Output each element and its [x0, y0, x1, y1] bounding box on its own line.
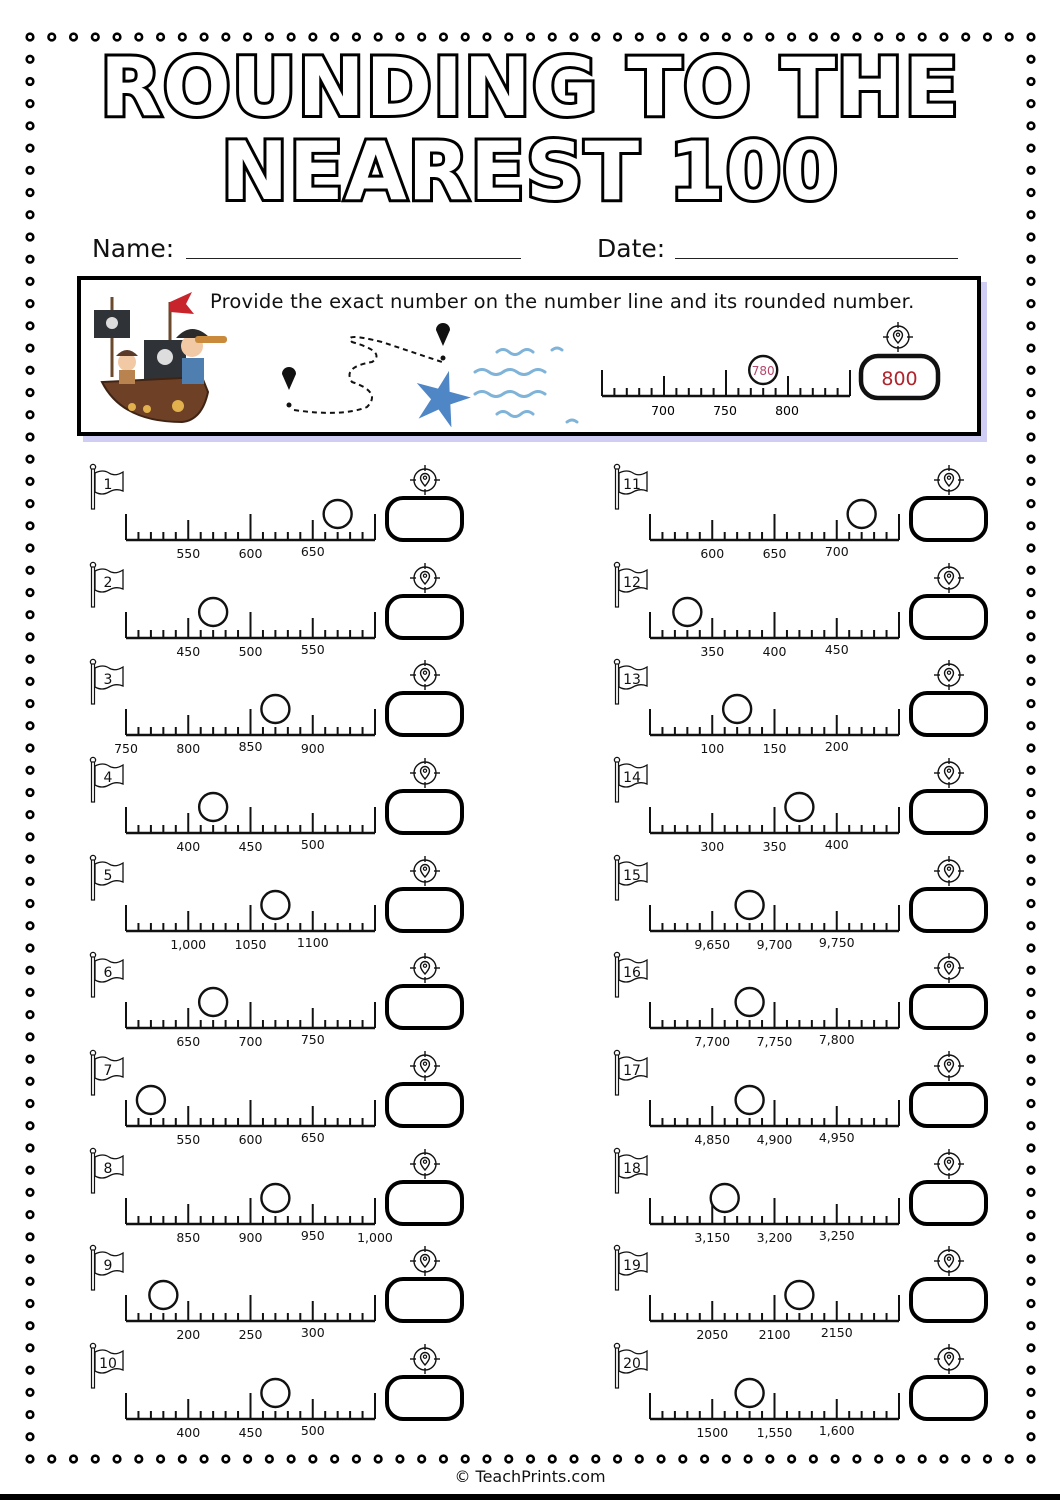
problem-4 — [85, 755, 485, 854]
flag-icon — [90, 464, 123, 509]
problem-number: 7 — [103, 1063, 113, 1079]
tick-label: 9,750 — [818, 935, 855, 950]
answer-circle[interactable] — [149, 1281, 177, 1309]
problem-number: 2 — [103, 575, 113, 591]
target-pin-icon — [410, 1344, 440, 1374]
problem-number: 9 — [103, 1258, 113, 1274]
problem-number: 10 — [99, 1356, 117, 1372]
tick-label: 400 — [762, 644, 787, 659]
tick-label: 4,950 — [818, 1130, 855, 1145]
tick-label: 400 — [176, 839, 201, 854]
problem-number: 13 — [623, 672, 641, 688]
problem-number: 1 — [103, 477, 113, 493]
flag-icon — [614, 659, 647, 704]
tick-label: 550 — [300, 642, 325, 657]
problem-number: 17 — [623, 1063, 641, 1079]
answer-circle[interactable] — [785, 1281, 813, 1309]
tick-label: 200 — [824, 739, 849, 754]
answer-circle[interactable] — [261, 1184, 289, 1212]
target-pin-icon — [934, 1344, 964, 1374]
target-pin-icon — [410, 856, 440, 886]
problem-10 — [85, 1341, 485, 1440]
tick-label: 3,150 — [694, 1230, 731, 1245]
tick-label: 700 — [824, 544, 849, 559]
target-pin-icon — [410, 660, 440, 690]
problem-7 — [85, 1048, 485, 1147]
target-pin-icon — [410, 758, 440, 788]
answer-circle[interactable] — [199, 793, 227, 821]
rounded-answer-box[interactable] — [909, 887, 988, 933]
target-pin-icon — [934, 1051, 964, 1081]
target-pin-icon — [934, 953, 964, 983]
rounded-answer-box[interactable] — [909, 789, 988, 835]
tick-label: 1,000 — [357, 1230, 393, 1245]
page-title-line-1: ROUNDING TO THE — [100, 41, 960, 134]
tick-label: 950 — [300, 1228, 325, 1243]
tick-label: 4,900 — [756, 1132, 793, 1147]
tick-label: 550 — [176, 1132, 201, 1147]
tick-label: 2100 — [758, 1327, 791, 1342]
answer-circle[interactable] — [261, 891, 289, 919]
rounded-answer-box[interactable] — [385, 1277, 464, 1323]
problem-3 — [85, 657, 485, 756]
tick-label: 7,800 — [818, 1032, 855, 1047]
problem-18 — [609, 1146, 1009, 1245]
tick-label: 350 — [762, 839, 787, 854]
problem-15 — [609, 853, 1009, 952]
tick-label: 2150 — [820, 1325, 853, 1340]
problem-number: 8 — [103, 1161, 113, 1177]
flag-icon — [90, 952, 123, 997]
flag-icon — [90, 1050, 123, 1095]
tick-label: 100 — [700, 741, 725, 756]
tick-label: 7,750 — [756, 1034, 793, 1049]
tick-label: 2050 — [696, 1327, 729, 1342]
problem-20 — [609, 1341, 1009, 1440]
tick-label: 850 — [238, 739, 263, 754]
flag-icon — [614, 1245, 647, 1290]
tick-label: 1100 — [296, 935, 329, 950]
rounded-answer-box[interactable] — [385, 887, 464, 933]
answer-circle[interactable] — [673, 598, 701, 626]
rounded-answer-box[interactable] — [909, 496, 988, 542]
answer-circle[interactable] — [736, 988, 764, 1016]
tick-label: 500 — [300, 1423, 325, 1438]
problem-2 — [85, 560, 485, 659]
tick-label: 1500 — [696, 1425, 729, 1440]
target-pin-icon — [410, 1246, 440, 1276]
answer-circle[interactable] — [736, 1379, 764, 1407]
problem-number: 20 — [623, 1356, 641, 1372]
answer-circle[interactable] — [199, 988, 227, 1016]
answer-circle[interactable] — [137, 1086, 165, 1114]
target-pin-icon — [934, 856, 964, 886]
rounded-answer-box[interactable] — [909, 1082, 988, 1128]
tick-label: 750 — [114, 741, 138, 756]
page-title-line-2: NEAREST 100 — [221, 125, 839, 218]
tick-label: 650 — [762, 546, 787, 561]
tick-label: 550 — [176, 546, 201, 561]
tick-label: 750 — [300, 1032, 325, 1047]
target-pin-icon — [410, 1051, 440, 1081]
problem-number: 14 — [623, 770, 641, 786]
tick-label: 750 — [713, 403, 737, 418]
footer-copyright: © TeachPrints.com — [454, 1467, 606, 1486]
rounded-answer-box[interactable] — [909, 691, 988, 737]
flag-icon — [90, 1343, 123, 1388]
target-pin-icon — [410, 953, 440, 983]
example-answer: 800 — [881, 368, 918, 390]
target-pin-icon — [410, 563, 440, 593]
problem-13 — [609, 657, 1009, 756]
rounded-answer-box[interactable] — [909, 1277, 988, 1323]
target-pin-icon — [934, 758, 964, 788]
answer-circle[interactable] — [785, 793, 813, 821]
problem-9 — [85, 1243, 485, 1342]
flag-icon — [90, 1245, 123, 1290]
problem-11 — [609, 462, 1009, 561]
tick-label: 450 — [238, 839, 263, 854]
rounded-answer-box[interactable] — [385, 691, 464, 737]
rounded-answer-box[interactable] — [385, 789, 464, 835]
rounded-answer-box[interactable] — [909, 1375, 988, 1421]
flag-icon — [614, 1050, 647, 1095]
tick-label: 600 — [700, 546, 725, 561]
rounded-answer-box[interactable] — [385, 1180, 464, 1226]
bottom-bar — [0, 1494, 1060, 1500]
problem-number: 5 — [103, 868, 113, 884]
problem-14 — [609, 755, 1009, 854]
tick-label: 7,700 — [694, 1034, 731, 1049]
tick-label: 1,550 — [756, 1425, 793, 1440]
tick-label: 150 — [762, 741, 787, 756]
tick-label: 3,200 — [756, 1230, 793, 1245]
tick-label: 200 — [176, 1327, 201, 1342]
problem-number: 12 — [623, 575, 641, 591]
flag-icon — [614, 562, 647, 607]
problem-number: 18 — [623, 1161, 641, 1177]
tick-label: 650 — [300, 544, 325, 559]
tick-label: 350 — [700, 644, 725, 659]
problem-number: 15 — [623, 868, 641, 884]
tick-label: 600 — [238, 546, 263, 561]
problem-12 — [609, 560, 1009, 659]
rounded-answer-box[interactable] — [385, 594, 464, 640]
tick-label: 450 — [238, 1425, 263, 1440]
rounded-answer-box[interactable] — [385, 496, 464, 542]
flag-icon — [614, 855, 647, 900]
tick-label: 600 — [238, 1132, 263, 1147]
flag-icon — [90, 562, 123, 607]
name-label: Name: — [92, 234, 175, 263]
tick-label: 800 — [775, 403, 799, 418]
flag-icon — [90, 1148, 123, 1193]
answer-circle[interactable] — [736, 1086, 764, 1114]
tick-label: 450 — [176, 644, 201, 659]
tick-label: 300 — [700, 839, 725, 854]
target-pin-icon — [410, 465, 440, 495]
problem-number: 4 — [103, 770, 113, 786]
tick-label: 500 — [300, 837, 325, 852]
tick-label: 650 — [300, 1130, 325, 1145]
problem-19 — [609, 1243, 1009, 1342]
tick-label: 4,850 — [694, 1132, 731, 1147]
problem-16 — [609, 950, 1009, 1049]
target-pin-icon — [934, 563, 964, 593]
tick-label: 9,650 — [694, 937, 731, 952]
target-pin-icon — [934, 660, 964, 690]
problem-17 — [609, 1048, 1009, 1147]
tick-label: 500 — [238, 644, 263, 659]
tick-label: 250 — [238, 1327, 263, 1342]
flag-icon — [614, 464, 647, 509]
target-pin-icon — [410, 1149, 440, 1179]
problem-number: 6 — [103, 965, 113, 981]
tick-label: 450 — [824, 642, 849, 657]
flag-icon — [90, 855, 123, 900]
flag-icon — [614, 757, 647, 802]
target-pin-icon — [934, 465, 964, 495]
rounded-answer-box[interactable] — [909, 984, 988, 1030]
tick-label: 850 — [176, 1230, 201, 1245]
tick-label: 1050 — [234, 937, 267, 952]
rounded-answer-box[interactable] — [909, 594, 988, 640]
problem-8 — [85, 1146, 485, 1245]
problem-number: 16 — [623, 965, 641, 981]
answer-circle[interactable] — [261, 1379, 289, 1407]
tick-label: 800 — [176, 741, 201, 756]
flag-icon — [614, 952, 647, 997]
flag-icon — [614, 1148, 647, 1193]
rounded-answer-box[interactable] — [385, 1082, 464, 1128]
tick-label: 900 — [300, 741, 325, 756]
target-pin-icon — [934, 1149, 964, 1179]
target-pin-icon — [934, 1246, 964, 1276]
problem-1 — [85, 462, 485, 561]
tick-label: 700 — [238, 1034, 263, 1049]
tick-label: 900 — [238, 1230, 263, 1245]
tick-label: 400 — [176, 1425, 201, 1440]
rounded-answer-box[interactable] — [385, 1375, 464, 1421]
answer-circle[interactable] — [736, 891, 764, 919]
tick-label: 300 — [300, 1325, 325, 1340]
tick-label: 3,250 — [818, 1228, 855, 1243]
answer-circle[interactable] — [723, 695, 751, 723]
problem-number: 3 — [103, 672, 113, 688]
answer-circle[interactable] — [711, 1184, 739, 1212]
instruction-text: Provide the exact number on the number line and its rounded number. — [210, 290, 915, 313]
answer-circle[interactable] — [324, 500, 352, 528]
target-pin-icon — [883, 322, 913, 352]
rounded-answer-box[interactable] — [909, 1180, 988, 1226]
tick-label: 400 — [824, 837, 849, 852]
problem-number: 19 — [623, 1258, 641, 1274]
problem-6 — [85, 950, 485, 1049]
answer-circle[interactable] — [199, 598, 227, 626]
answer-circle[interactable] — [261, 695, 289, 723]
tick-label: 700 — [651, 403, 675, 418]
rounded-answer-box[interactable] — [385, 984, 464, 1030]
answer-circle[interactable] — [848, 500, 876, 528]
tick-label: 1,000 — [170, 937, 207, 952]
flag-icon — [90, 757, 123, 802]
flag-icon — [90, 659, 123, 704]
problem-number: 11 — [623, 477, 641, 493]
flag-icon — [614, 1343, 647, 1388]
tick-label: 1,600 — [818, 1423, 855, 1438]
problem-5 — [85, 853, 485, 952]
tick-label: 9,700 — [756, 937, 793, 952]
date-label: Date: — [597, 234, 666, 263]
svg-text:780: 780 — [751, 364, 775, 378]
tick-label: 650 — [176, 1034, 201, 1049]
